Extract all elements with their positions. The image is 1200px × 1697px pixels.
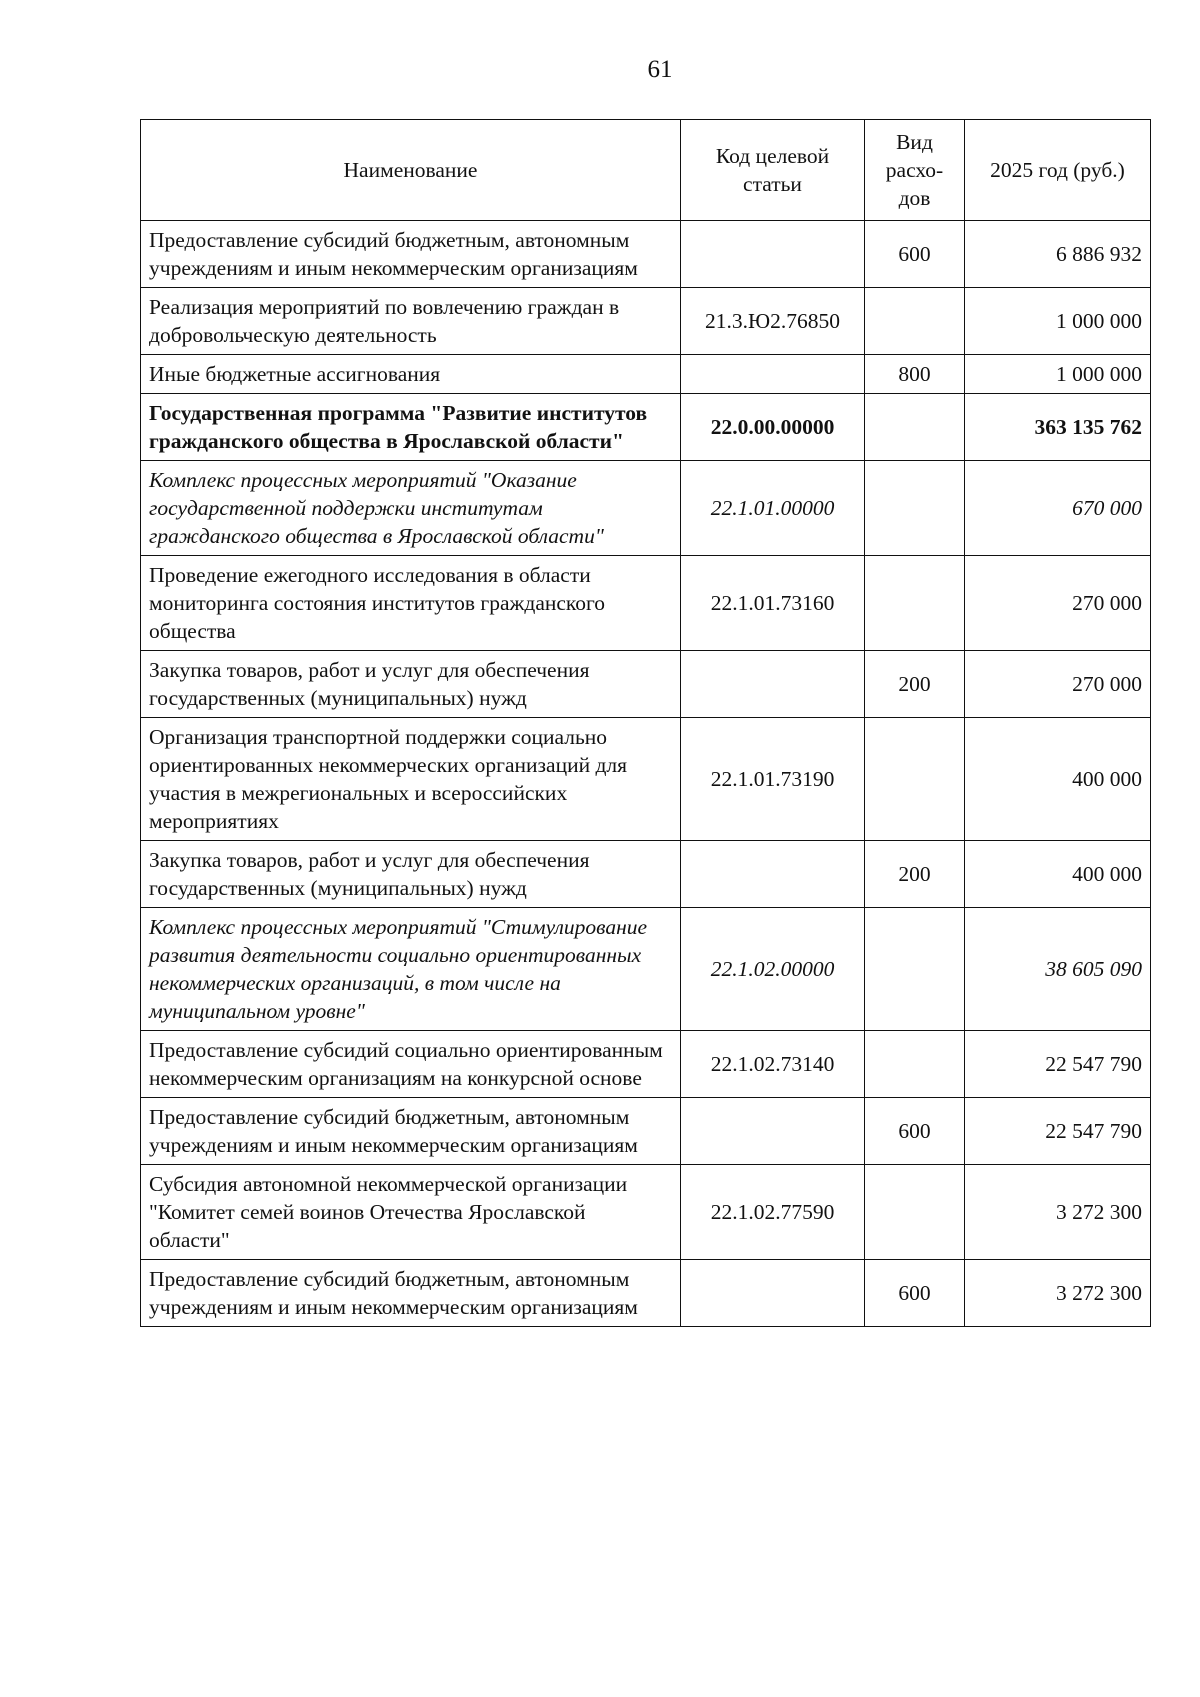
cell-name: Государственная программа "Развитие институтов гражданского общества в Ярославской области" bbox=[141, 394, 681, 461]
cell-name: Иные бюджетные ассигнования bbox=[141, 355, 681, 394]
cell-name: Организация транспортной поддержки социально ориентированных некоммерческих организаций для участия в межрегиональных и всероссийских мероприятиях bbox=[141, 718, 681, 841]
cell-amount: 3 272 300 bbox=[965, 1260, 1151, 1327]
cell-name: Проведение ежегодного исследования в области мониторинга состояния институтов гражданского общества bbox=[141, 556, 681, 651]
cell-code: 21.3.Ю2.76850 bbox=[681, 288, 865, 355]
table-header-row bbox=[141, 120, 1151, 221]
cell-kind bbox=[865, 288, 965, 355]
cell-code: 22.1.01.73190 bbox=[681, 718, 865, 841]
cell-code bbox=[681, 221, 865, 288]
cell-kind bbox=[865, 556, 965, 651]
cell-amount: 1 000 000 bbox=[965, 288, 1151, 355]
header-name: Наименование bbox=[141, 120, 681, 221]
header-kind: Вид расхо-дов bbox=[865, 120, 965, 221]
cell-code: 22.1.02.73140 bbox=[681, 1031, 865, 1098]
cell-amount: 22 547 790 bbox=[965, 1098, 1151, 1165]
table-row bbox=[141, 908, 1151, 1031]
cell-kind: 600 bbox=[865, 1098, 965, 1165]
table-row bbox=[141, 1165, 1151, 1260]
table-row bbox=[141, 288, 1151, 355]
cell-code: 22.1.02.77590 bbox=[681, 1165, 865, 1260]
cell-code bbox=[681, 841, 865, 908]
cell-kind: 200 bbox=[865, 651, 965, 718]
table-row bbox=[141, 394, 1151, 461]
cell-name: Закупка товаров, работ и услуг для обеспечения государственных (муниципальных) нужд bbox=[141, 651, 681, 718]
table-row bbox=[141, 651, 1151, 718]
cell-kind bbox=[865, 1031, 965, 1098]
cell-amount: 38 605 090 bbox=[965, 908, 1151, 1031]
cell-code bbox=[681, 1098, 865, 1165]
cell-name: Комплекс процессных мероприятий "Оказание государственной поддержки институтам гражданского общества в Ярославской области" bbox=[141, 461, 681, 556]
table-row bbox=[141, 718, 1151, 841]
cell-kind: 600 bbox=[865, 221, 965, 288]
cell-amount: 400 000 bbox=[965, 841, 1151, 908]
cell-code bbox=[681, 355, 865, 394]
budget-table bbox=[140, 119, 1151, 1327]
cell-amount: 670 000 bbox=[965, 461, 1151, 556]
cell-amount: 270 000 bbox=[965, 556, 1151, 651]
cell-name: Предоставление субсидий бюджетным, автономным учреждениям и иным некоммерческим организациям bbox=[141, 1098, 681, 1165]
table-row bbox=[141, 461, 1151, 556]
cell-kind bbox=[865, 718, 965, 841]
cell-kind: 600 bbox=[865, 1260, 965, 1327]
cell-kind: 800 bbox=[865, 355, 965, 394]
cell-name: Предоставление субсидий бюджетным, автономным учреждениям и иным некоммерческим организациям bbox=[141, 1260, 681, 1327]
cell-code: 22.0.00.00000 bbox=[681, 394, 865, 461]
page-number: 61 bbox=[647, 56, 673, 83]
cell-amount: 363 135 762 bbox=[965, 394, 1151, 461]
cell-code: 22.1.01.00000 bbox=[681, 461, 865, 556]
table-row bbox=[141, 841, 1151, 908]
table-row bbox=[141, 1031, 1151, 1098]
cell-code bbox=[681, 651, 865, 718]
table-row bbox=[141, 355, 1151, 394]
cell-amount: 22 547 790 bbox=[965, 1031, 1151, 1098]
table-row bbox=[141, 221, 1151, 288]
table-row bbox=[141, 1260, 1151, 1327]
cell-name: Комплекс процессных мероприятий "Стимулирование развития деятельности социально ориентированных некоммерческих организаций, в том числе на муниципальном уровне" bbox=[141, 908, 681, 1031]
cell-kind: 200 bbox=[865, 841, 965, 908]
cell-amount: 1 000 000 bbox=[965, 355, 1151, 394]
header-amount: 2025 год (руб.) bbox=[965, 120, 1151, 221]
cell-name: Предоставление субсидий социально ориентированным некоммерческим организациям на конкурсной основе bbox=[141, 1031, 681, 1098]
cell-amount: 3 272 300 bbox=[965, 1165, 1151, 1260]
cell-name: Закупка товаров, работ и услуг для обеспечения государственных (муниципальных) нужд bbox=[141, 841, 681, 908]
table-body bbox=[141, 221, 1151, 1327]
cell-code: 22.1.02.00000 bbox=[681, 908, 865, 1031]
cell-kind bbox=[865, 394, 965, 461]
cell-name: Реализация мероприятий по вовлечению граждан в добровольческую деятельность bbox=[141, 288, 681, 355]
table-row bbox=[141, 556, 1151, 651]
cell-name: Предоставление субсидий бюджетным, автономным учреждениям и иным некоммерческим организациям bbox=[141, 221, 681, 288]
cell-amount: 270 000 bbox=[965, 651, 1151, 718]
header-code: Код целевой статьи bbox=[681, 120, 865, 221]
cell-amount: 6 886 932 bbox=[965, 221, 1151, 288]
cell-code bbox=[681, 1260, 865, 1327]
table-row bbox=[141, 1098, 1151, 1165]
cell-kind bbox=[865, 1165, 965, 1260]
cell-code: 22.1.01.73160 bbox=[681, 556, 865, 651]
cell-name: Субсидия автономной некоммерческой организации "Комитет семей воинов Отечества Ярославской области" bbox=[141, 1165, 681, 1260]
cell-amount: 400 000 bbox=[965, 718, 1151, 841]
cell-kind bbox=[865, 908, 965, 1031]
cell-kind bbox=[865, 461, 965, 556]
